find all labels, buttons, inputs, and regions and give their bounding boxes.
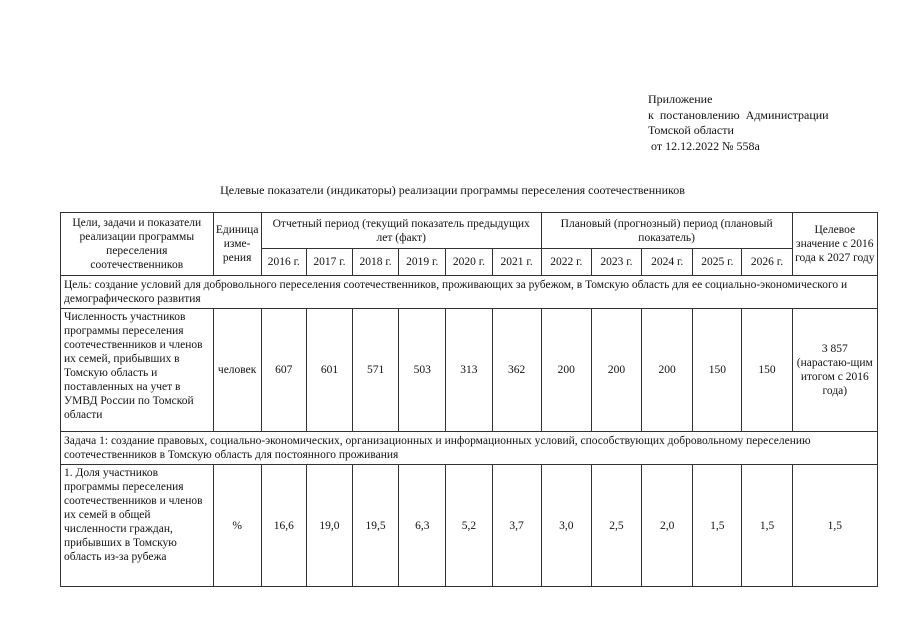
header-goals: Цели, задачи и показатели реализации программы переселения соотечественников: [61, 213, 214, 276]
value-cell: 200: [541, 309, 591, 432]
value-cell: 3,7: [492, 465, 541, 587]
value-cell: 601: [306, 309, 352, 432]
year-header: 2019 г.: [399, 249, 446, 276]
document-title: Целевые показатели (индикаторы) реализации программы переселения соотечественников: [220, 183, 685, 197]
year-header: 2020 г.: [446, 249, 492, 276]
target-cell: 3 857 (нарастаю-щим итогом с 2016 года): [792, 309, 877, 432]
value-cell: 2,0: [642, 465, 693, 587]
year-header: 2022 г.: [541, 249, 591, 276]
year-header: 2026 г.: [742, 249, 792, 276]
header-unit: Единица изме-рения: [213, 213, 261, 276]
value-cell: 200: [642, 309, 693, 432]
value-cell: 362: [492, 309, 541, 432]
year-header: 2025 г.: [693, 249, 742, 276]
value-cell: 3,0: [541, 465, 591, 587]
appendix-block: [648, 92, 829, 154]
appendix-line4: от 12.12.2022 № 558а: [648, 138, 760, 153]
header-target-value: Целевое значение с 2016 года к 2027 году: [792, 213, 877, 276]
year-header: 2021 г.: [492, 249, 541, 276]
header-planned-period: Плановый (прогнозный) период (плановый показатель): [541, 213, 792, 249]
indicator-name: Численность участников программы переселения соотечественников и членов их семей, прибывших в Томскую область и поставленных на учет в УМВД России по Томской области: [61, 309, 214, 432]
indicator-unit: человек: [213, 309, 261, 432]
indicator-name: 1. Доля участников программы переселения соотечественников и членов их семей в общей численности граждан, прибывших в Томскую область из-за рубежа: [61, 465, 214, 587]
target-cell: 1,5: [792, 465, 877, 587]
appendix-line2: к постановлению Администрации: [648, 107, 829, 122]
appendix-line1: Приложение: [648, 92, 713, 106]
value-cell: 2,5: [591, 465, 641, 587]
value-cell: 19,0: [306, 465, 352, 587]
value-cell: 6,3: [399, 465, 446, 587]
goal-row: Цель: создание условий для добровольного переселения соотечественников, проживающих за рубежом, в Томскую область для ее социально-экономического и демографического развития: [61, 276, 878, 309]
value-cell: 571: [353, 309, 399, 432]
value-cell: 607: [261, 309, 306, 432]
task-row: Задача 1: создание правовых, социально-экономических, организационных и информационных условий, способствующих добровольному переселению соотечественников в Томскую область для постоянного проживания: [61, 432, 878, 465]
value-cell: 1,5: [742, 465, 792, 587]
value-cell: 150: [693, 309, 742, 432]
value-cell: 503: [399, 309, 446, 432]
year-header: 2023 г.: [591, 249, 641, 276]
value-cell: 1,5: [693, 465, 742, 587]
appendix-line3: Томской области: [648, 123, 734, 137]
year-header: 2017 г.: [306, 249, 352, 276]
header-reporting-period: Отчетный период (текущий показатель предыдущих лет (факт): [261, 213, 541, 249]
indicators-table: [60, 212, 878, 587]
value-cell: 313: [446, 309, 492, 432]
value-cell: 200: [591, 309, 641, 432]
value-cell: 19,5: [353, 465, 399, 587]
value-cell: 5,2: [446, 465, 492, 587]
indicator-unit: %: [213, 465, 261, 587]
year-header: 2024 г.: [642, 249, 693, 276]
year-header: 2016 г.: [261, 249, 306, 276]
value-cell: 150: [742, 309, 792, 432]
value-cell: 16,6: [261, 465, 306, 587]
year-header: 2018 г.: [353, 249, 399, 276]
